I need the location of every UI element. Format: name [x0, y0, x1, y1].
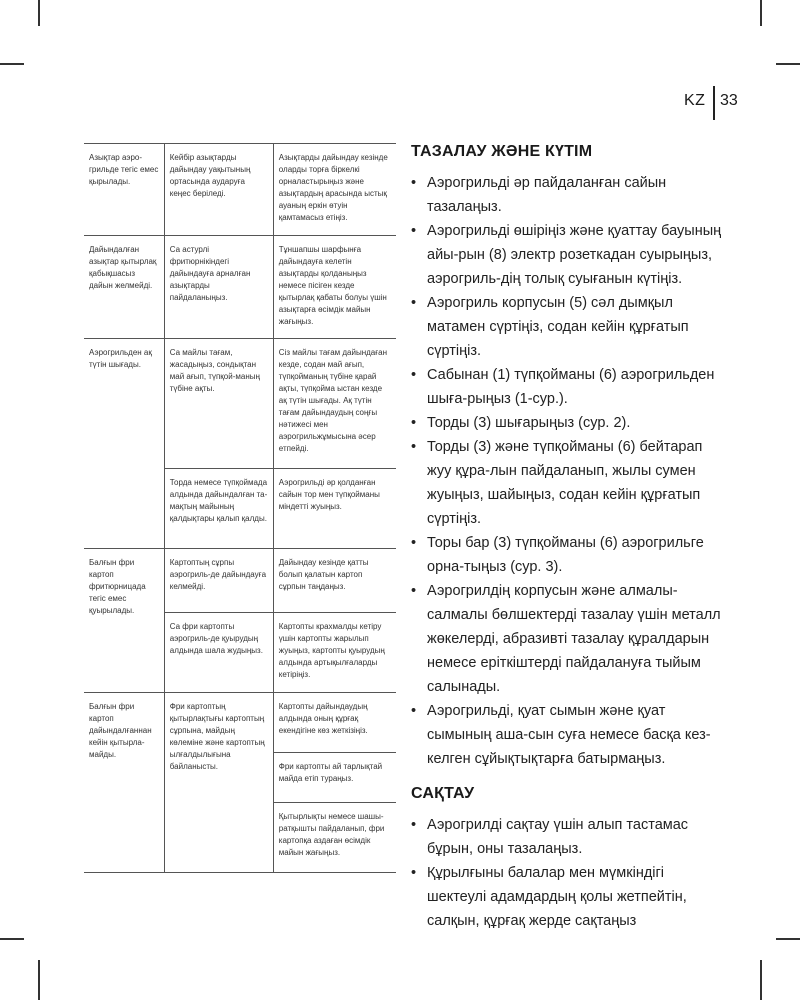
crop-mark [38, 0, 40, 26]
storage-heading: САҚТАУ [411, 785, 475, 802]
table-cell: Балғын фри картоп дайындалғаннан кейін қытырла-майды. [84, 693, 164, 873]
list-item-text: Аэрогрильді, қуат сымын және қуат сымының аша-сын суға немесе басқа кез-келген сұйықтықтарға батырмаңыз. [427, 703, 711, 767]
page-number: 33 [720, 92, 738, 109]
bullet-icon: • [411, 175, 417, 191]
table-row [84, 339, 396, 469]
bullet-icon: • [411, 367, 417, 383]
instructions-column [411, 143, 727, 933]
list-item-text: Аэрогрильді өшіріңіз және қуаттау бауының айы-рын (8) электр розеткадан суырыңыз, аэрогриль-дің толық суығанын күтіңіз. [427, 223, 722, 287]
crop-mark [760, 0, 762, 26]
table-row [84, 693, 396, 753]
crop-mark [0, 938, 24, 940]
list-item [411, 171, 727, 219]
table-cell: Са фри картопты аэрогриль-де қуырудың алдында шала жудыңыз. [164, 613, 273, 693]
bullet-icon: • [411, 223, 417, 239]
bullet-icon: • [411, 535, 417, 551]
crop-mark [776, 63, 800, 65]
list-item-text: Құрылғыны балалар мен мүмкіндігі шектеулі адамдардың қолы жетпейтін, салқын, құрғақ жерде сақтаңыз [427, 865, 687, 929]
cleaning-list [411, 171, 727, 771]
list-item [411, 291, 727, 363]
table-cell: Картопты дайындаудың алдында оның құрғақ екендігіне көз жеткізіңіз. [273, 693, 396, 753]
list-item-text: Аэрогрилдің корпусын және алмалы-салмалы бөлшектерді тазалау үшін металл жөкелерді, абразивті тазалау құралдарын немесе еріткіштерді пайдалануға тыйым салынады. [427, 583, 721, 695]
list-item-text: Торды (3) шығарыңыз (сур. 2). [427, 415, 631, 431]
bullet-icon: • [411, 703, 417, 719]
table-row [84, 144, 396, 236]
table-cell: Торда немесе түпқоймада алдында дайындалған та-мақтың майының қалдықтары қалып қалды. [164, 469, 273, 549]
table-cell: Сіз майлы тағам дайындаған кезде, содан май ағып, түпқойманың түбіне қарай ақты, түпқойма ыстан кезде ақ түтін шығады. Ақ түтін тағам дайындаудың соңғы нәтижесі мен аэрогрильжұмысына әсер етпейді. [273, 339, 396, 469]
list-item [411, 813, 727, 861]
troubleshooting-table [84, 143, 396, 873]
table-cell: Кейбір азықтарды дайындау уақытының ортасында аударуға кеңес беріледі. [164, 144, 273, 236]
table-cell: Са майлы тағам, жасадыңыз, сондықтан май ағып, түпқой-маның түбіне ақты. [164, 339, 273, 469]
table-cell: Қытырлықты немесе шашы-ратқышты пайдаланып, фри картопқа аздаған өсімдік майын жағыңыз. [273, 803, 396, 873]
crop-mark [0, 63, 24, 65]
list-item [411, 531, 727, 579]
list-item-text: Торы бар (3) түпқойманы (6) аэрогрильге орна-тыңыз (сур. 3). [427, 535, 704, 575]
list-item-text: Торды (3) және түпқойманы (6) бейтарап жуу құра-лын пайдаланып, жылы сумен жуыңыз, шайыңыз, содан кейін құрғатып сүртіңіз. [427, 439, 703, 527]
bullet-icon: • [411, 439, 417, 455]
list-item [411, 411, 727, 435]
table-cell: Аэрогрильді әр қолданған сайын тор мен түпқойманы міндетті жуыңыз. [273, 469, 396, 549]
storage-list [411, 813, 727, 933]
language-code: KZ [684, 92, 706, 109]
header-divider [713, 86, 715, 120]
list-item [411, 699, 727, 771]
list-item-text: Аэрогриль корпусын (5) сәл дымқыл матамен сүртіңіз, содан кейін құрғатып сүртіңіз. [427, 295, 689, 359]
list-item [411, 579, 727, 699]
crop-mark [760, 960, 762, 1000]
crop-mark [38, 960, 40, 1000]
table-cell: Фри картопты ай тарлықтай майда етіп тураңыз. [273, 753, 396, 803]
cleaning-heading: ТАЗАЛАУ ЖӘНЕ КҮТІМ [411, 143, 593, 160]
table-cell: Дайындау кезінде қатты болып қалатын картоп сұрпын таңдаңыз. [273, 549, 396, 613]
table-cell: Картопты крахмалды кетіру үшін картопты жарылып жуыңыз, картопты қуырудың алдында артықылғаларды кетіріңіз. [273, 613, 396, 693]
table-cell: Балғын фри картоп фритюрницада тегіс емес қуырылады. [84, 549, 164, 693]
bullet-icon: • [411, 817, 417, 833]
list-item [411, 435, 727, 531]
table-cell: Аэрогрильден ақ түтін шығады. [84, 339, 164, 549]
list-item-text: Сабынан (1) түпқойманы (6) аэрогрильден шыға-рыңыз (1-сур.). [427, 367, 715, 407]
list-item [411, 219, 727, 291]
list-item [411, 861, 727, 933]
table-cell: Картоптың сұрпы аэрогриль-де дайындауға келмейді. [164, 549, 273, 613]
table-cell: Тұншапшы шарфынға дайындауға келетін азықтарды қолданыңыз немесе пісіген кезде қытырлақ қабаты болуы үшін азықтарға өсімдік майын жағыңыз. [273, 236, 396, 339]
bullet-icon: • [411, 865, 417, 881]
bullet-icon: • [411, 583, 417, 599]
table-row [84, 549, 396, 613]
list-item-text: Аэрогрильді әр пайдаланған сайын тазалаңыз. [427, 175, 667, 215]
table-cell: Дайындалған азықтар қытырлақ қабықшасыз дайын желмейді. [84, 236, 164, 339]
table-row [84, 236, 396, 339]
table-cell: Азықтар аэро-грильде тегіс емес қырылады. [84, 144, 164, 236]
bullet-icon: • [411, 415, 417, 431]
bullet-icon: • [411, 295, 417, 311]
crop-mark [776, 938, 800, 940]
list-item [411, 363, 727, 411]
table-cell: Азықтарды дайындау кезінде оларды торға біркелкі орналастырыңыз және азықтардың арасында ыстық ауаның еркін өтуін қамтамасыз етіңіз. [273, 144, 396, 236]
table-cell: Са астурлі фритюрнікіндегі дайындауға арналған азықтарды пайдаланыңыз. [164, 236, 273, 339]
list-item-text: Аэрогрилді сақтау үшін алып тастамас бұрын, оны тазалаңыз. [427, 817, 689, 857]
table-cell: Фри картоптың қытырлақтығы картоптың сұрпына, майдың көлеміне және картоптың ылғалдылығына байланысты. [164, 693, 273, 873]
